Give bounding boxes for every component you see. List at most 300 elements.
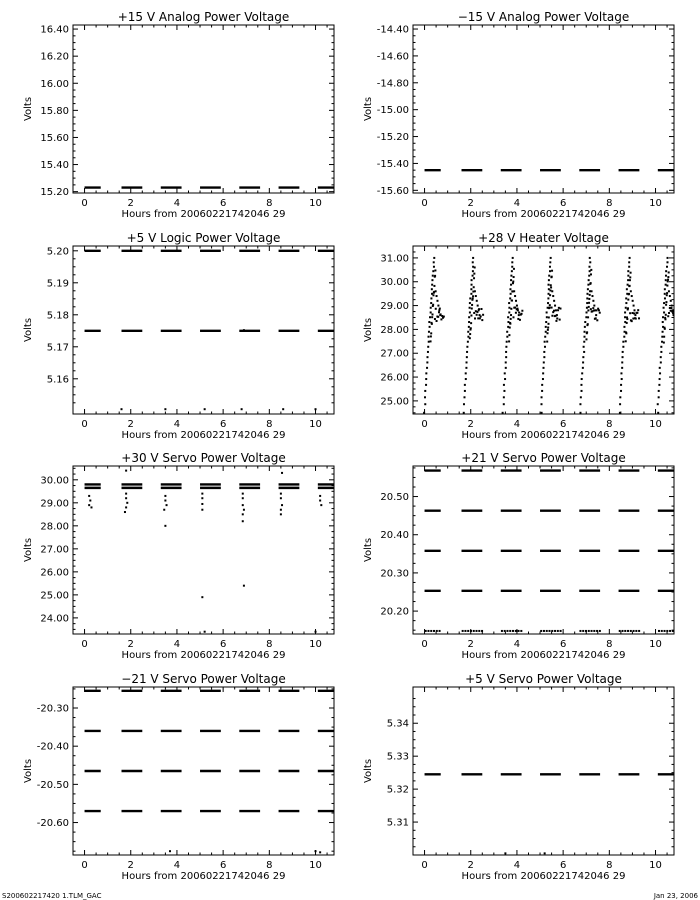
heater-point xyxy=(630,272,632,274)
bottom-level-point xyxy=(518,630,520,632)
y-axis-label: Volts xyxy=(23,317,34,343)
heater-point xyxy=(471,304,473,306)
heater-point xyxy=(547,332,549,334)
heater-point xyxy=(540,403,542,405)
heater-point xyxy=(590,273,592,275)
heater-point xyxy=(547,302,549,304)
data-point xyxy=(280,497,282,499)
data-point xyxy=(201,509,203,511)
heater-point xyxy=(472,275,474,277)
heater-point xyxy=(477,305,479,307)
heater-point xyxy=(470,327,472,329)
heater-point xyxy=(660,346,662,348)
heater-point xyxy=(557,309,559,311)
heater-point xyxy=(668,271,670,273)
heater-point xyxy=(508,311,510,313)
heater-point xyxy=(547,297,549,299)
heater-point xyxy=(666,261,668,263)
y-tick-label: 27.00 xyxy=(380,348,409,360)
heater-point xyxy=(658,390,660,392)
heater-point xyxy=(513,290,515,292)
bottom-level-point xyxy=(593,630,595,632)
heater-point xyxy=(481,319,483,321)
bottom-level-point xyxy=(627,630,629,632)
x-tick-label: 10 xyxy=(309,198,322,209)
data-point xyxy=(242,497,244,499)
heater-point xyxy=(623,336,625,338)
heater-point xyxy=(550,257,552,259)
heater-point xyxy=(434,269,436,271)
data-point xyxy=(243,509,245,511)
heater-point xyxy=(621,367,623,369)
heater-point xyxy=(469,337,471,339)
heater-point xyxy=(585,316,587,318)
heater-point xyxy=(664,288,666,290)
heater-point xyxy=(436,295,438,297)
y-tick-label: 5.16 xyxy=(46,374,69,386)
heater-point xyxy=(511,266,513,268)
heater-point xyxy=(424,396,426,398)
heater-point xyxy=(504,378,506,380)
plot-frame xyxy=(413,687,674,855)
chart-panel-7 xyxy=(23,672,334,882)
bottom-level-point xyxy=(664,630,666,632)
heater-point xyxy=(473,286,475,288)
heater-point xyxy=(515,312,517,314)
heater-point xyxy=(515,300,517,302)
y-tick-label: 20.20 xyxy=(380,606,409,618)
heater-point xyxy=(471,279,473,281)
heater-point xyxy=(660,361,662,363)
heater-point xyxy=(439,314,441,316)
heater-point xyxy=(549,304,551,306)
data-point xyxy=(319,500,321,502)
heater-point xyxy=(509,323,511,325)
heater-point xyxy=(505,351,507,353)
x-tick-label: 8 xyxy=(606,860,613,871)
x-tick-label: 6 xyxy=(219,198,227,209)
heater-point xyxy=(551,315,553,317)
heater-point xyxy=(548,279,550,281)
heater-point xyxy=(502,412,504,414)
y-tick-label: 24.00 xyxy=(40,613,69,625)
heater-point xyxy=(627,279,629,281)
heater-point xyxy=(658,396,660,398)
bottom-level-point xyxy=(506,630,508,632)
heater-point xyxy=(430,340,432,342)
heater-point xyxy=(621,361,623,363)
heater-point xyxy=(546,316,548,318)
bottom-level-point xyxy=(621,630,623,632)
heater-point xyxy=(581,372,583,374)
bottom-level-point xyxy=(588,630,590,632)
heater-point xyxy=(620,390,622,392)
heater-point xyxy=(474,266,476,268)
bottom-level-point xyxy=(462,630,464,632)
heater-point xyxy=(667,279,669,281)
heater-point xyxy=(638,317,640,319)
heater-point xyxy=(544,336,546,338)
y-tick-label: 15.80 xyxy=(40,105,69,117)
heater-point xyxy=(665,304,667,306)
heater-point xyxy=(589,261,591,263)
x-tick-label: 8 xyxy=(606,419,613,430)
heater-point xyxy=(432,304,434,306)
heater-point xyxy=(474,317,476,319)
x-tick-label: 10 xyxy=(649,860,662,871)
bottom-level-point xyxy=(591,630,593,632)
heater-point xyxy=(548,275,550,277)
heater-point xyxy=(668,312,670,314)
bottom-level-point xyxy=(658,630,660,632)
heater-point xyxy=(425,378,427,380)
heater-point xyxy=(503,384,505,386)
y-axis-label: Volts xyxy=(363,317,374,343)
x-tick-label: 0 xyxy=(81,198,88,209)
heater-point xyxy=(480,308,482,310)
heater-point xyxy=(479,317,481,319)
x-axis-label: Hours from 20060221742046 29 xyxy=(121,209,286,220)
heater-point xyxy=(427,346,429,348)
heater-point xyxy=(466,356,468,358)
heater-point xyxy=(598,309,600,311)
heater-point xyxy=(583,341,585,343)
heater-point xyxy=(468,326,470,328)
data-point xyxy=(125,470,127,472)
heater-point xyxy=(506,331,508,333)
heater-point xyxy=(427,351,429,353)
heater-point xyxy=(426,367,428,369)
heater-point xyxy=(546,311,548,313)
heater-point xyxy=(549,294,551,296)
data-point xyxy=(201,493,203,495)
plot-frame xyxy=(73,466,334,634)
heater-point xyxy=(510,275,512,277)
data-point xyxy=(242,493,244,495)
data-point xyxy=(201,497,203,499)
heater-point xyxy=(505,361,507,363)
data-point xyxy=(164,525,166,527)
y-tick-label: 29.00 xyxy=(40,498,69,510)
data-point xyxy=(280,513,282,515)
y-tick-label: 15.20 xyxy=(40,187,69,199)
data-point xyxy=(125,497,127,499)
bottom-level-point xyxy=(669,630,671,632)
heater-point xyxy=(581,390,583,392)
y-tick-label: 5.32 xyxy=(386,784,409,796)
heater-point xyxy=(622,351,624,353)
heater-point xyxy=(432,275,434,277)
heater-point xyxy=(592,307,594,309)
heater-point xyxy=(588,302,590,304)
data-point xyxy=(90,506,92,508)
heater-point xyxy=(587,284,589,286)
data-point xyxy=(243,585,245,587)
heater-point xyxy=(426,356,428,358)
heater-point xyxy=(432,294,434,296)
heater-point xyxy=(627,275,629,277)
heater-point xyxy=(469,311,471,313)
heater-point xyxy=(519,319,521,321)
x-tick-label: 4 xyxy=(513,860,521,871)
heater-point xyxy=(508,307,510,309)
heater-point xyxy=(424,390,426,392)
x-tick-label: 6 xyxy=(219,419,227,430)
heater-point xyxy=(634,314,636,316)
heater-point xyxy=(619,403,621,405)
heater-point xyxy=(511,261,513,263)
heater-point xyxy=(517,309,519,311)
data-point xyxy=(201,596,203,598)
x-tick-label: 2 xyxy=(467,419,474,430)
heater-point xyxy=(423,412,425,414)
heater-point xyxy=(627,270,629,272)
heater-point xyxy=(430,302,432,304)
chart-panel-4 xyxy=(363,231,678,441)
heater-point xyxy=(555,309,557,311)
heater-point xyxy=(467,341,469,343)
heater-point xyxy=(663,336,665,338)
heater-point xyxy=(430,297,432,299)
bottom-level-point xyxy=(635,630,637,632)
bottom-level-point xyxy=(515,630,517,632)
heater-point xyxy=(587,323,589,325)
x-tick-label: 4 xyxy=(513,639,521,650)
y-tick-label: 16.40 xyxy=(40,24,69,36)
y-tick-label: -20.30 xyxy=(36,703,69,715)
heater-point xyxy=(596,319,598,321)
heater-point xyxy=(473,277,475,279)
data-point xyxy=(164,500,166,502)
heater-point xyxy=(463,412,465,414)
y-axis-label: Volts xyxy=(363,758,374,784)
heater-point xyxy=(550,286,552,288)
heater-point xyxy=(637,309,639,311)
data-point xyxy=(125,493,127,495)
heater-point xyxy=(657,412,659,414)
heater-point xyxy=(438,309,440,311)
heater-point xyxy=(591,295,593,297)
data-point xyxy=(242,520,244,522)
heater-point xyxy=(672,309,674,311)
heater-point xyxy=(505,367,507,369)
heater-point xyxy=(672,312,674,314)
heater-point xyxy=(671,305,673,307)
heater-point xyxy=(620,384,622,386)
data-point xyxy=(315,631,317,633)
x-tick-label: 10 xyxy=(309,419,322,430)
heater-point xyxy=(622,341,624,343)
heater-point xyxy=(594,309,596,311)
y-tick-label: -15.40 xyxy=(376,158,409,170)
y-tick-label: -15.20 xyxy=(376,132,409,144)
heater-point xyxy=(434,318,436,320)
bottom-level-point xyxy=(430,630,432,632)
data-point xyxy=(121,408,123,410)
heater-point xyxy=(510,318,512,320)
heater-point xyxy=(470,322,472,324)
heater-point xyxy=(553,300,555,302)
heater-point xyxy=(588,279,590,281)
y-tick-label: 25.00 xyxy=(40,590,69,602)
heater-point xyxy=(592,300,594,302)
heater-point xyxy=(628,266,630,268)
heater-point xyxy=(435,308,437,310)
data-point xyxy=(280,493,282,495)
heater-point xyxy=(512,316,514,318)
heater-point xyxy=(465,372,467,374)
bottom-level-point xyxy=(560,630,562,632)
heater-point xyxy=(556,314,558,316)
heater-point xyxy=(619,412,621,414)
bottom-level-point xyxy=(546,630,548,632)
y-tick-label: 30.00 xyxy=(40,475,69,487)
bottom-level-point xyxy=(476,630,478,632)
bottom-level-point xyxy=(501,630,503,632)
bottom-level-point xyxy=(512,630,514,632)
x-tick-label: 6 xyxy=(219,860,227,871)
heater-point xyxy=(661,336,663,338)
x-tick-label: 8 xyxy=(266,198,273,209)
x-axis-label: Hours from 20060221742046 29 xyxy=(121,650,286,661)
x-tick-label: 0 xyxy=(81,860,88,871)
heater-point xyxy=(510,279,512,281)
data-point xyxy=(282,408,284,410)
heater-point xyxy=(512,257,514,259)
x-tick-label: 4 xyxy=(173,639,181,650)
heater-point xyxy=(549,266,551,268)
x-tick-label: 2 xyxy=(467,860,474,871)
y-tick-label: 29.00 xyxy=(380,301,409,313)
heater-point xyxy=(659,372,661,374)
heater-point xyxy=(584,331,586,333)
data-point xyxy=(242,513,244,515)
heater-point xyxy=(619,396,621,398)
heater-point xyxy=(431,313,433,315)
data-point xyxy=(315,850,317,852)
y-tick-label: 5.18 xyxy=(46,310,69,322)
heater-point xyxy=(630,290,632,292)
bottom-level-point xyxy=(433,630,435,632)
heater-point xyxy=(433,285,435,287)
x-tick-label: 10 xyxy=(309,860,322,871)
heater-point xyxy=(437,305,439,307)
y-tick-label: 27.00 xyxy=(40,544,69,556)
data-point xyxy=(163,509,165,511)
heater-point xyxy=(588,275,590,277)
heater-point xyxy=(469,297,471,299)
bottom-level-point xyxy=(596,630,598,632)
y-axis-label: Volts xyxy=(23,537,34,563)
x-axis-label: Hours from 20060221742046 29 xyxy=(121,430,286,441)
y-tick-label: -15.60 xyxy=(376,185,409,197)
bottom-level-point xyxy=(520,630,522,632)
data-point xyxy=(124,511,126,513)
heater-point xyxy=(429,316,431,318)
heater-point xyxy=(665,279,667,281)
heater-point xyxy=(580,384,582,386)
chart-title: −15 V Analog Power Voltage xyxy=(457,10,630,24)
heater-point xyxy=(631,295,633,297)
y-tick-label: 26.00 xyxy=(40,567,69,579)
footer-source: S200602217420 1.TLM_GAC xyxy=(2,892,102,900)
heater-point xyxy=(587,288,589,290)
heater-point xyxy=(664,297,666,299)
heater-point xyxy=(551,276,553,278)
heater-point xyxy=(667,315,669,317)
heater-point xyxy=(473,273,475,275)
x-tick-label: 4 xyxy=(513,198,521,209)
plot-area xyxy=(85,470,334,633)
heater-point xyxy=(581,378,583,380)
heater-point xyxy=(471,284,473,286)
heater-point xyxy=(543,361,545,363)
heater-point xyxy=(666,266,668,268)
heater-point xyxy=(661,341,663,343)
heater-point xyxy=(474,290,476,292)
heater-point xyxy=(466,361,468,363)
data-point xyxy=(125,506,127,508)
x-axis-label: Hours from 20060221742046 29 xyxy=(461,650,626,661)
data-point xyxy=(280,509,282,511)
heater-point xyxy=(542,372,544,374)
heater-point xyxy=(626,288,628,290)
data-point xyxy=(281,472,283,474)
heater-point xyxy=(466,346,468,348)
heater-point xyxy=(505,346,507,348)
heater-point xyxy=(631,320,633,322)
x-tick-label: 0 xyxy=(81,639,88,650)
heater-point xyxy=(662,331,664,333)
heater-point xyxy=(554,305,556,307)
heater-point xyxy=(659,367,661,369)
heater-point xyxy=(465,378,467,380)
heater-point xyxy=(676,312,678,314)
heater-point xyxy=(585,338,587,340)
heater-point xyxy=(584,326,586,328)
heater-point xyxy=(503,403,505,405)
bottom-level-point xyxy=(619,630,621,632)
y-tick-label: -20.50 xyxy=(36,779,69,791)
y-tick-label: 16.00 xyxy=(40,78,69,90)
heater-point xyxy=(429,326,431,328)
chart-title: +15 V Analog Power Voltage xyxy=(117,10,290,24)
heater-point xyxy=(625,302,627,304)
bottom-level-point xyxy=(543,630,545,632)
x-tick-label: 10 xyxy=(649,198,662,209)
y-tick-label: 5.20 xyxy=(46,246,69,258)
heater-point xyxy=(550,284,552,286)
x-tick-label: 6 xyxy=(559,639,567,650)
heater-point xyxy=(505,356,507,358)
heater-point xyxy=(582,356,584,358)
heater-point xyxy=(510,293,512,295)
heater-point xyxy=(599,312,601,314)
y-tick-label: 31.00 xyxy=(380,253,409,265)
heater-point xyxy=(545,321,547,323)
heater-point xyxy=(665,314,667,316)
chart-panel-5 xyxy=(23,451,334,661)
x-tick-label: 10 xyxy=(309,639,322,650)
heater-point xyxy=(660,356,662,358)
y-tick-label: 16.20 xyxy=(40,51,69,63)
y-tick-label: 30.00 xyxy=(380,277,409,289)
data-point xyxy=(319,495,321,497)
chart-title: +30 V Servo Power Voltage xyxy=(121,451,286,465)
heater-point xyxy=(663,342,665,344)
y-tick-label: -20.40 xyxy=(36,741,69,753)
data-point xyxy=(320,504,322,506)
